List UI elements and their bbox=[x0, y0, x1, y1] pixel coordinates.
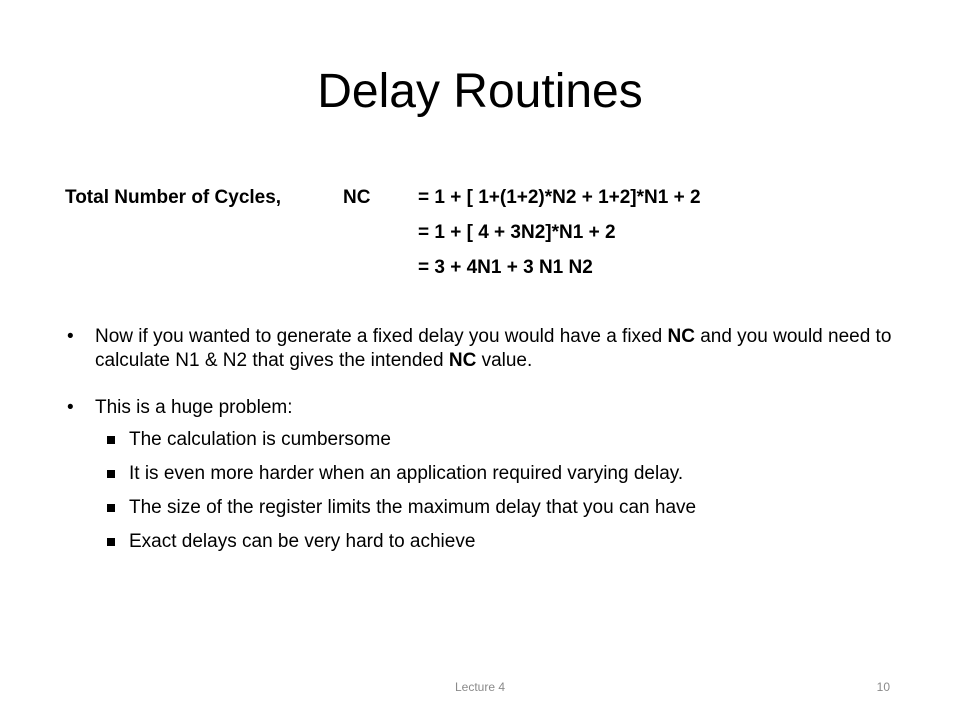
formula-variable: NC bbox=[343, 187, 371, 208]
sub-bullet-item: Exact delays can be very hard to achieve bbox=[95, 530, 895, 553]
sub-bullet-item: It is even more harder when an application required varying delay. bbox=[95, 462, 895, 485]
footer-page-number: 10 bbox=[876, 680, 890, 694]
cycle-formula bbox=[65, 180, 701, 285]
square-bullet-icon bbox=[107, 436, 115, 444]
bullet-dot-icon: • bbox=[67, 397, 74, 418]
formula-row-1 bbox=[65, 180, 701, 215]
footer-lecture-label: Lecture 4 bbox=[454, 680, 506, 694]
formula-line-3: = 3 + 4N1 + 3 N1 N2 bbox=[418, 257, 593, 278]
formula-line-1: = 1 + [ 1+(1+2)*N2 + 1+2]*N1 + 2 bbox=[418, 187, 701, 208]
sub-bullet-list bbox=[95, 428, 895, 553]
bullet-item-fixed-delay: • Now if you wanted to generate a fixed delay you would have a fixed NC and you would need to calculate N1 & N2 that gives the intended NC value. bbox=[67, 326, 892, 371]
bullet-list bbox=[65, 325, 895, 564]
sub-bullet-item: The calculation is cumbersome bbox=[95, 428, 895, 451]
square-bullet-icon bbox=[107, 470, 115, 478]
formula-line-2: = 1 + [ 4 + 3N2]*N1 + 2 bbox=[418, 222, 616, 243]
formula-row-2 bbox=[65, 215, 701, 250]
slide-title: Delay Routines bbox=[317, 65, 643, 118]
bullet-item-huge-problem: • This is a huge problem: bbox=[67, 397, 293, 418]
sub-bullet-item: The size of the register limits the maximum delay that you can have bbox=[95, 496, 895, 519]
formula-row-3 bbox=[65, 250, 701, 285]
formula-label: Total Number of Cycles, bbox=[65, 187, 282, 208]
square-bullet-icon bbox=[107, 504, 115, 512]
square-bullet-icon bbox=[107, 538, 115, 546]
bullet-dot-icon: • bbox=[67, 326, 74, 347]
